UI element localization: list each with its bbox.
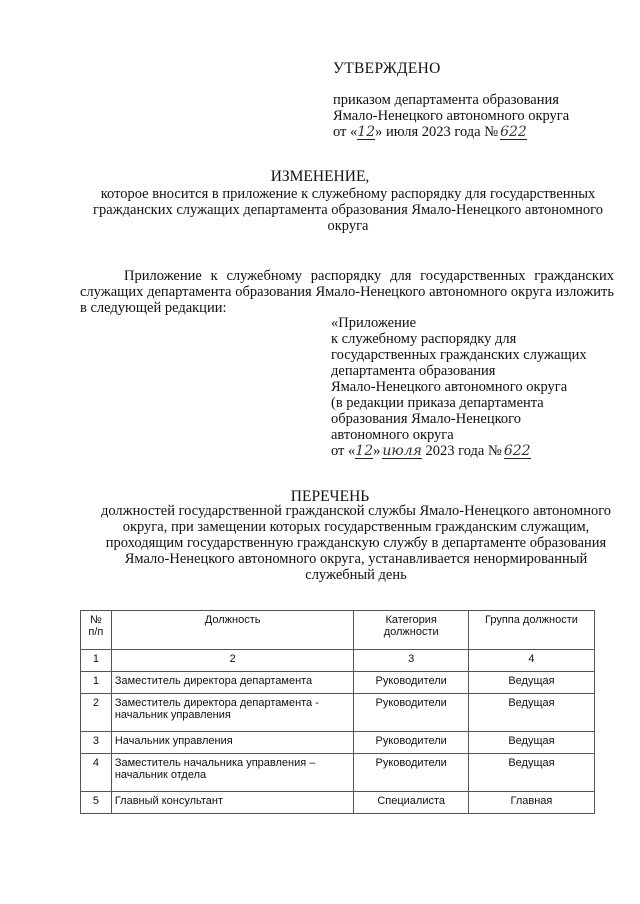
order-line-2: Ямало-Ненецкого автономного округа — [333, 108, 570, 124]
header-category: Категория должности — [354, 611, 468, 650]
change-subtitle: которое вносится в приложение к служебному распорядку для государственных гражданских служащих департамента образования Ямало-Ненецкого автономного округа — [93, 186, 603, 234]
row-category: Руководители — [354, 694, 468, 732]
row-category: Руководители — [354, 732, 468, 754]
approval-order-block — [333, 92, 633, 140]
annex-date-year: 2023 года № — [425, 443, 502, 459]
list-subtitle: должностей государственной гражданской службы Ямало-Ненецкого автономного округа, при замещении которых государственным гражданским служащим, проходящим государственную гражданскую службу в департаменте образования Ямало-Ненецкого автономного округа, устанавливается ненормированный служебный день — [100, 503, 612, 583]
col-number-3: 3 — [354, 650, 468, 672]
col-number-1: 1 — [81, 650, 112, 672]
positions-table — [80, 610, 595, 814]
order-line-1: приказом департамента образования — [333, 92, 559, 108]
row-group: Главная — [468, 792, 594, 814]
row-position: Начальник управления — [111, 732, 354, 754]
main-paragraph — [80, 268, 614, 316]
annex-header-block — [331, 315, 621, 459]
annex-line-6: (в редакции приказа департамента — [331, 395, 544, 411]
row-category: Специалиста — [354, 792, 468, 814]
change-title: ИЗМЕНЕНИЕ, — [270, 168, 370, 185]
annex-line-2: к служебному распорядку для — [331, 331, 517, 347]
col-number-2: 2 — [111, 650, 354, 672]
row-position: Заместитель директора департамента - начальник управления — [111, 694, 354, 732]
row-group: Ведущая — [468, 732, 594, 754]
header-number: № п/п — [81, 611, 112, 650]
row-number: 2 — [81, 694, 112, 732]
row-position: Заместитель директора департамента — [111, 672, 354, 694]
list-title: ПЕРЕЧЕНЬ — [290, 488, 370, 505]
table-row — [81, 754, 595, 792]
row-number: 5 — [81, 792, 112, 814]
table-number-row — [81, 650, 595, 672]
annex-date-prefix: от « — [331, 443, 356, 459]
date-middle: » июля 2023 года № — [375, 124, 499, 140]
row-category: Руководители — [354, 672, 468, 694]
col-number-4: 4 — [468, 650, 594, 672]
row-number: 3 — [81, 732, 112, 754]
date-prefix: от « — [333, 124, 358, 140]
annex-line-4: департамента образования — [331, 363, 496, 379]
row-number: 1 — [81, 672, 112, 694]
order-date-line — [333, 124, 633, 140]
table-row — [81, 732, 595, 754]
row-group: Ведущая — [468, 672, 594, 694]
main-paragraph-text: Приложение к служебному распорядку для государственных гражданских служащих департамента образования Ямало-Ненецкого автономного округа изложить в следующей редакции: — [80, 268, 614, 316]
row-group: Ведущая — [468, 754, 594, 792]
row-group: Ведущая — [468, 694, 594, 732]
table-row — [81, 672, 595, 694]
approved-heading: УТВЕРЖДЕНО — [333, 60, 441, 77]
annex-date-line — [331, 443, 621, 459]
table-header-row — [81, 611, 595, 650]
row-position: Заместитель начальника управления – начальник отдела — [111, 754, 354, 792]
annex-line-5: Ямало-Ненецкого автономного округа — [331, 379, 568, 395]
handwritten-order-number: 622 — [500, 124, 527, 140]
header-position: Должность — [111, 611, 354, 650]
row-category: Руководители — [354, 754, 468, 792]
annex-handwritten-month: июля — [382, 443, 422, 459]
annex-handwritten-order-number: 622 — [503, 443, 531, 459]
header-group: Группа должности — [468, 611, 594, 650]
annex-handwritten-day: 12 — [355, 443, 374, 459]
handwritten-day: 12 — [357, 124, 376, 140]
table-row — [81, 694, 595, 732]
annex-line-7: образования Ямало-Ненецкого — [331, 411, 521, 427]
annex-line-1: «Приложение — [331, 315, 417, 331]
row-position: Главный консультант — [111, 792, 354, 814]
table-row — [81, 792, 595, 814]
annex-date-sep: » — [373, 443, 381, 459]
annex-line-8: автономного округа — [331, 427, 454, 443]
row-number: 4 — [81, 754, 112, 792]
annex-line-3: государственных гражданских служащих — [331, 347, 587, 363]
